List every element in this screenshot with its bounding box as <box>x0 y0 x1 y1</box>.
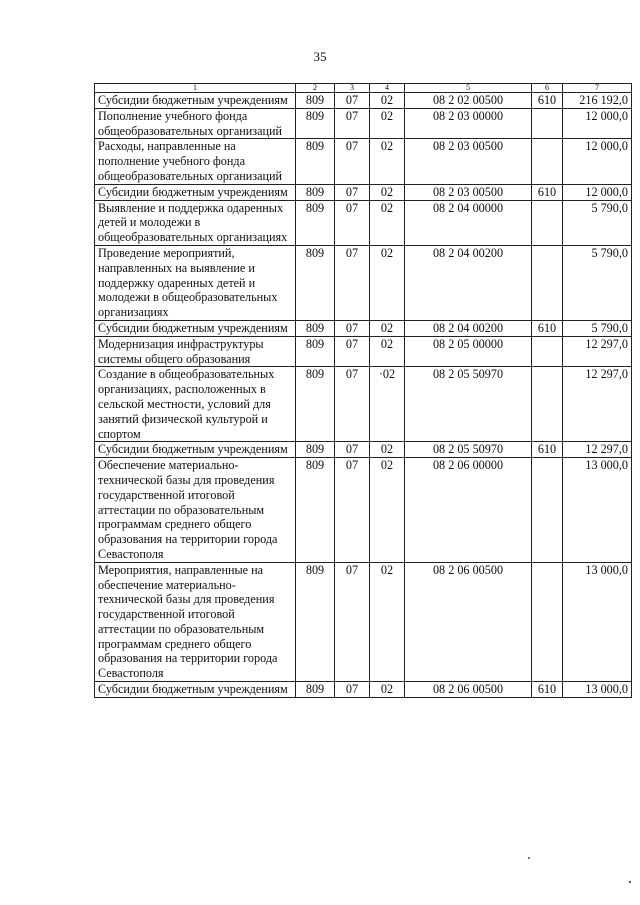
ministry-code-cell: 809 <box>296 245 335 320</box>
page-number: 35 <box>313 49 327 64</box>
section-code-cell: 07 <box>335 139 370 184</box>
row-name-cell: Субсидии бюджетным учреждениям <box>95 682 296 698</box>
subsection-code-cell: 02 <box>370 200 405 245</box>
column-number: 7 <box>563 84 632 93</box>
ministry-code-cell: 809 <box>296 108 335 139</box>
ministry-code-cell: 809 <box>296 336 335 367</box>
target-article-cell: 08 2 04 00000 <box>405 200 532 245</box>
amount-cell: 12 297,0 <box>563 336 632 367</box>
target-article-cell: 08 2 06 00500 <box>405 562 532 681</box>
table-row <box>95 184 632 200</box>
subsection-code-cell: 02 <box>370 458 405 563</box>
row-name-cell: Субсидии бюджетным учреждениям <box>95 442 296 458</box>
row-name-cell: Субсидии бюджетным учреждениям <box>95 184 296 200</box>
scan-speck <box>528 857 530 859</box>
subsection-code-cell: 02 <box>370 93 405 109</box>
table-row <box>95 458 632 563</box>
row-name-cell: Создание в общеобразовательных организациях, расположенных в сельской местности, условий для занятий физической культурой и спортом <box>95 367 296 442</box>
table-row <box>95 93 632 109</box>
expense-type-cell <box>532 458 563 563</box>
amount-cell: 12 000,0 <box>563 108 632 139</box>
row-name-cell: Выявление и поддержка одаренных детей и молодежи в общеобразовательных организациях <box>95 200 296 245</box>
column-number: 4 <box>370 84 405 93</box>
target-article-cell: 08 2 02 00500 <box>405 93 532 109</box>
ministry-code-cell: 809 <box>296 442 335 458</box>
scan-speck <box>629 881 631 883</box>
expense-type-cell <box>532 367 563 442</box>
section-code-cell: 07 <box>335 562 370 681</box>
subsection-code-cell: ·02 <box>370 367 405 442</box>
expense-type-cell <box>532 108 563 139</box>
subsection-code-cell: 02 <box>370 108 405 139</box>
subsection-code-cell: 02 <box>370 682 405 698</box>
table-row <box>95 442 632 458</box>
subsection-code-cell: 02 <box>370 184 405 200</box>
row-name-cell: Субсидии бюджетным учреждениям <box>95 320 296 336</box>
section-code-cell: 07 <box>335 336 370 367</box>
amount-cell: 12 297,0 <box>563 442 632 458</box>
amount-cell: 5 790,0 <box>563 245 632 320</box>
expense-type-cell: 610 <box>532 184 563 200</box>
amount-cell: 216 192,0 <box>563 93 632 109</box>
column-number: 1 <box>95 84 296 93</box>
column-number: 5 <box>405 84 532 93</box>
table-row <box>95 245 632 320</box>
section-code-cell: 07 <box>335 442 370 458</box>
section-code-cell: 07 <box>335 245 370 320</box>
row-name-cell: Субсидии бюджетным учреждениям <box>95 93 296 109</box>
ministry-code-cell: 809 <box>296 562 335 681</box>
target-article-cell: 08 2 04 00200 <box>405 245 532 320</box>
target-article-cell: 08 2 05 50970 <box>405 442 532 458</box>
amount-cell: 13 000,0 <box>563 458 632 563</box>
expense-type-cell <box>532 336 563 367</box>
ministry-code-cell: 809 <box>296 458 335 563</box>
target-article-cell: 08 2 03 00000 <box>405 108 532 139</box>
subsection-code-cell: 02 <box>370 442 405 458</box>
target-article-cell: 08 2 05 00000 <box>405 336 532 367</box>
expense-type-cell <box>532 200 563 245</box>
amount-cell: 12 297,0 <box>563 367 632 442</box>
column-number: 2 <box>296 84 335 93</box>
column-number: 6 <box>532 84 563 93</box>
expense-type-cell: 610 <box>532 442 563 458</box>
amount-cell: 5 790,0 <box>563 320 632 336</box>
expense-type-cell <box>532 245 563 320</box>
amount-cell: 13 000,0 <box>563 682 632 698</box>
amount-cell: 12 000,0 <box>563 139 632 184</box>
table-row <box>95 320 632 336</box>
expense-type-cell: 610 <box>532 320 563 336</box>
row-name-cell: Модернизация инфраструктуры системы общего образования <box>95 336 296 367</box>
target-article-cell: 08 2 04 00200 <box>405 320 532 336</box>
section-code-cell: 07 <box>335 93 370 109</box>
ministry-code-cell: 809 <box>296 682 335 698</box>
amount-cell: 5 790,0 <box>563 200 632 245</box>
row-name-cell: Проведение мероприятий, направленных на выявление и поддержку одаренных детей и молодежи в общеобразовательных организациях <box>95 245 296 320</box>
amount-cell: 13 000,0 <box>563 562 632 681</box>
section-code-cell: 07 <box>335 108 370 139</box>
ministry-code-cell: 809 <box>296 367 335 442</box>
target-article-cell: 08 2 06 00000 <box>405 458 532 563</box>
row-name-cell: Обеспечение материально-технической базы для проведения государственной итоговой аттестации по образовательным программам среднего общего образования на территории города Севастополя <box>95 458 296 563</box>
row-name-cell: Расходы, направленные на пополнение учебного фонда общеобразовательных организаций <box>95 139 296 184</box>
subsection-code-cell: 02 <box>370 245 405 320</box>
section-code-cell: 07 <box>335 458 370 563</box>
table-row <box>95 682 632 698</box>
expense-type-cell: 610 <box>532 682 563 698</box>
section-code-cell: 07 <box>335 200 370 245</box>
ministry-code-cell: 809 <box>296 184 335 200</box>
ministry-code-cell: 809 <box>296 139 335 184</box>
section-code-cell: 07 <box>335 320 370 336</box>
row-name-cell: Пополнение учебного фонда общеобразовательных организаций <box>95 108 296 139</box>
target-article-cell: 08 2 05 50970 <box>405 367 532 442</box>
ministry-code-cell: 809 <box>296 93 335 109</box>
table-row <box>95 562 632 681</box>
subsection-code-cell: 02 <box>370 139 405 184</box>
row-name-cell: Мероприятия, направленные на обеспечение материально-технической базы для проведения государственной итоговой аттестации по образовательным программам среднего общего образования на территории города Севастополя <box>95 562 296 681</box>
table-row <box>95 108 632 139</box>
subsection-code-cell: 02 <box>370 336 405 367</box>
ministry-code-cell: 809 <box>296 200 335 245</box>
expense-type-cell <box>532 139 563 184</box>
target-article-cell: 08 2 03 00500 <box>405 184 532 200</box>
subsection-code-cell: 02 <box>370 562 405 681</box>
ministry-code-cell: 809 <box>296 320 335 336</box>
amount-cell: 12 000,0 <box>563 184 632 200</box>
table-row <box>95 139 632 184</box>
table-row <box>95 336 632 367</box>
table-row <box>95 200 632 245</box>
table-row <box>95 367 632 442</box>
column-number-row <box>95 84 632 93</box>
target-article-cell: 08 2 03 00500 <box>405 139 532 184</box>
subsection-code-cell: 02 <box>370 320 405 336</box>
section-code-cell: 07 <box>335 682 370 698</box>
budget-table <box>94 83 632 698</box>
section-code-cell: 07 <box>335 367 370 442</box>
column-number: 3 <box>335 84 370 93</box>
expense-type-cell <box>532 562 563 681</box>
target-article-cell: 08 2 06 00500 <box>405 682 532 698</box>
expense-type-cell: 610 <box>532 93 563 109</box>
section-code-cell: 07 <box>335 184 370 200</box>
